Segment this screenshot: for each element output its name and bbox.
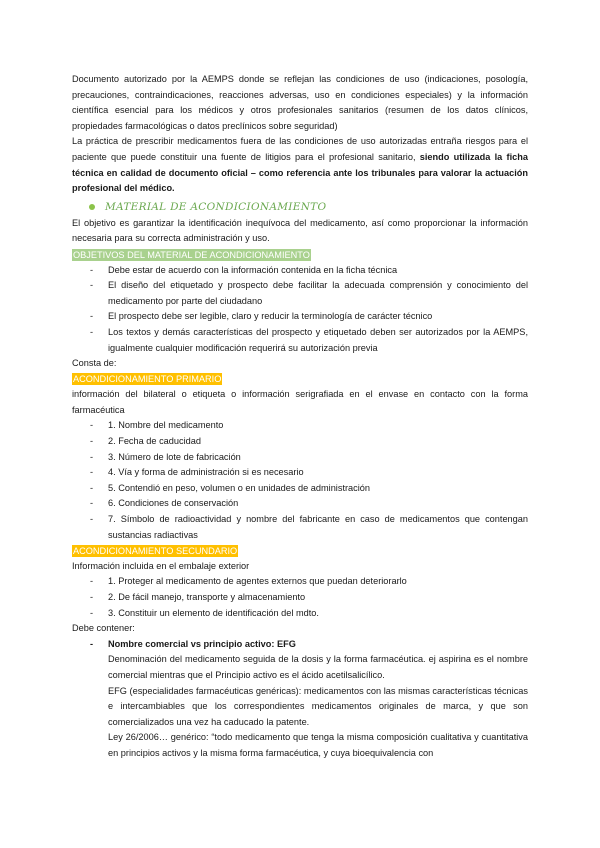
list-item: - 1. Proteger al medicamento de agentes externos que puedan deteriorarlo bbox=[72, 574, 528, 590]
bullet-dot-icon bbox=[89, 204, 95, 210]
objetivos-list bbox=[72, 263, 528, 357]
list-item: - El prospecto debe ser legible, claro y reducir la terminología de carácter técnico bbox=[72, 309, 528, 325]
list-item: - 2. De fácil manejo, transporte y almacenamiento bbox=[72, 590, 528, 606]
list-item: - 2. Fecha de caducidad bbox=[72, 434, 528, 450]
secundario-desc: Información incluida en el embalaje exterior bbox=[72, 560, 250, 571]
list-item: - 1. Nombre del medicamento bbox=[72, 418, 528, 434]
efg-paragraph: EFG (especialidades farmacéuticas genéricas): medicamentos con las mismas características técnicas e intercambiables que los correspondientes medicamentos originales de marca, y que son comercializados una vez ha caducado la patente. bbox=[108, 685, 528, 727]
list-item: - 4. Vía y forma de administración si es necesario bbox=[72, 465, 528, 481]
ley-paragraph: Ley 26/2006… genérico: “todo medicamento que tenga la misma composición cualitativa y cuantitativa en principios activos y la misma forma farmacéutica, y cuya bioequivalencia con bbox=[108, 732, 528, 758]
secundario-heading: ACONDICIONAMIENTO SECUNDARIO bbox=[73, 546, 238, 557]
intro-paragraph: Documento autorizado por la AEMPS donde se reflejan las condiciones de uso (indicaciones, posología, precauciones, contraindicaciones, reacciones adversas, uso en condiciones especiales) y la información científica esencial para los médicos y otros profesionales sanitarios (resumen de los datos clínicos, propiedades farmacológicas o datos preclínicos sobre seguridad) bbox=[72, 74, 528, 131]
primario-desc: información del bilateral o etiqueta o información serigrafiada en el envase en contacto con la forma farmacéutica bbox=[72, 389, 528, 415]
section-title: MATERIAL DE ACONDICIONAMIENTO bbox=[105, 200, 327, 213]
denominacion-paragraph: Denominación del medicamento seguida de la dosis y la forma farmacéutica. ej aspirina es el nombre comercial mientras que el Principio activo es el ácido acetilsalicílico. bbox=[108, 654, 528, 680]
section-heading bbox=[72, 198, 528, 216]
offlabel-text: La práctica de prescribir medicamentos fuera de las condiciones de uso autorizadas entraña riesgos para el paciente que puede constituir una fuente de litigios para el profesional sanitario, bbox=[72, 136, 528, 162]
list-item: - 7. Símbolo de radioactividad y nombre del fabricante en caso de medicamentos que contengan sustancias radiactivas bbox=[72, 512, 528, 543]
list-item: - Los textos y demás características del prospecto y etiquetado deben ser autorizados por la AEMPS, igualmente cualquier modificación requerirá su autorización previa bbox=[72, 325, 528, 356]
secundario-list bbox=[72, 574, 528, 621]
list-item: - 6. Condiciones de conservación bbox=[72, 496, 528, 512]
list-item: - 5. Contendió en peso, volumen o en unidades de administración bbox=[72, 481, 528, 497]
list-item: - 3. Número de lote de fabricación bbox=[72, 450, 528, 466]
list-item: - 3. Constituir un elemento de identificación del mdto. bbox=[72, 606, 528, 622]
primario-heading: ACONDICIONAMIENTO PRIMARIO bbox=[73, 374, 222, 385]
offlabel-paragraph bbox=[72, 134, 528, 196]
primario-list bbox=[72, 418, 528, 543]
debe-contener-label: Debe contener: bbox=[72, 623, 135, 634]
offlabel-bold-text: siendo utilizada la ficha técnica en calidad de documento oficial – como referencia ante los tribunales para valorar la actuación profesional del médico. bbox=[72, 151, 528, 194]
list-item: - Debe estar de acuerdo con la información contenida en la ficha técnica bbox=[72, 263, 528, 279]
list-item-title: - Nombre comercial vs principio activo: EFG bbox=[72, 637, 528, 653]
objetivos-heading: OBJETIVOS DEL MATERIAL DE ACONDICIONAMIENTO bbox=[73, 249, 310, 260]
objective-paragraph: El objetivo es garantizar la identificación inequívoca del medicamento, así como proporcionar la información necesaria para su correcta administración y uso. bbox=[72, 217, 528, 244]
list-item: - El diseño del etiquetado y prospecto debe facilitar la adecuada comprensión y conocimiento del medicamento por parte del ciudadano bbox=[72, 278, 528, 309]
contenido-list bbox=[72, 637, 528, 653]
document-page bbox=[72, 72, 528, 762]
consta-label: Consta de: bbox=[72, 358, 117, 369]
